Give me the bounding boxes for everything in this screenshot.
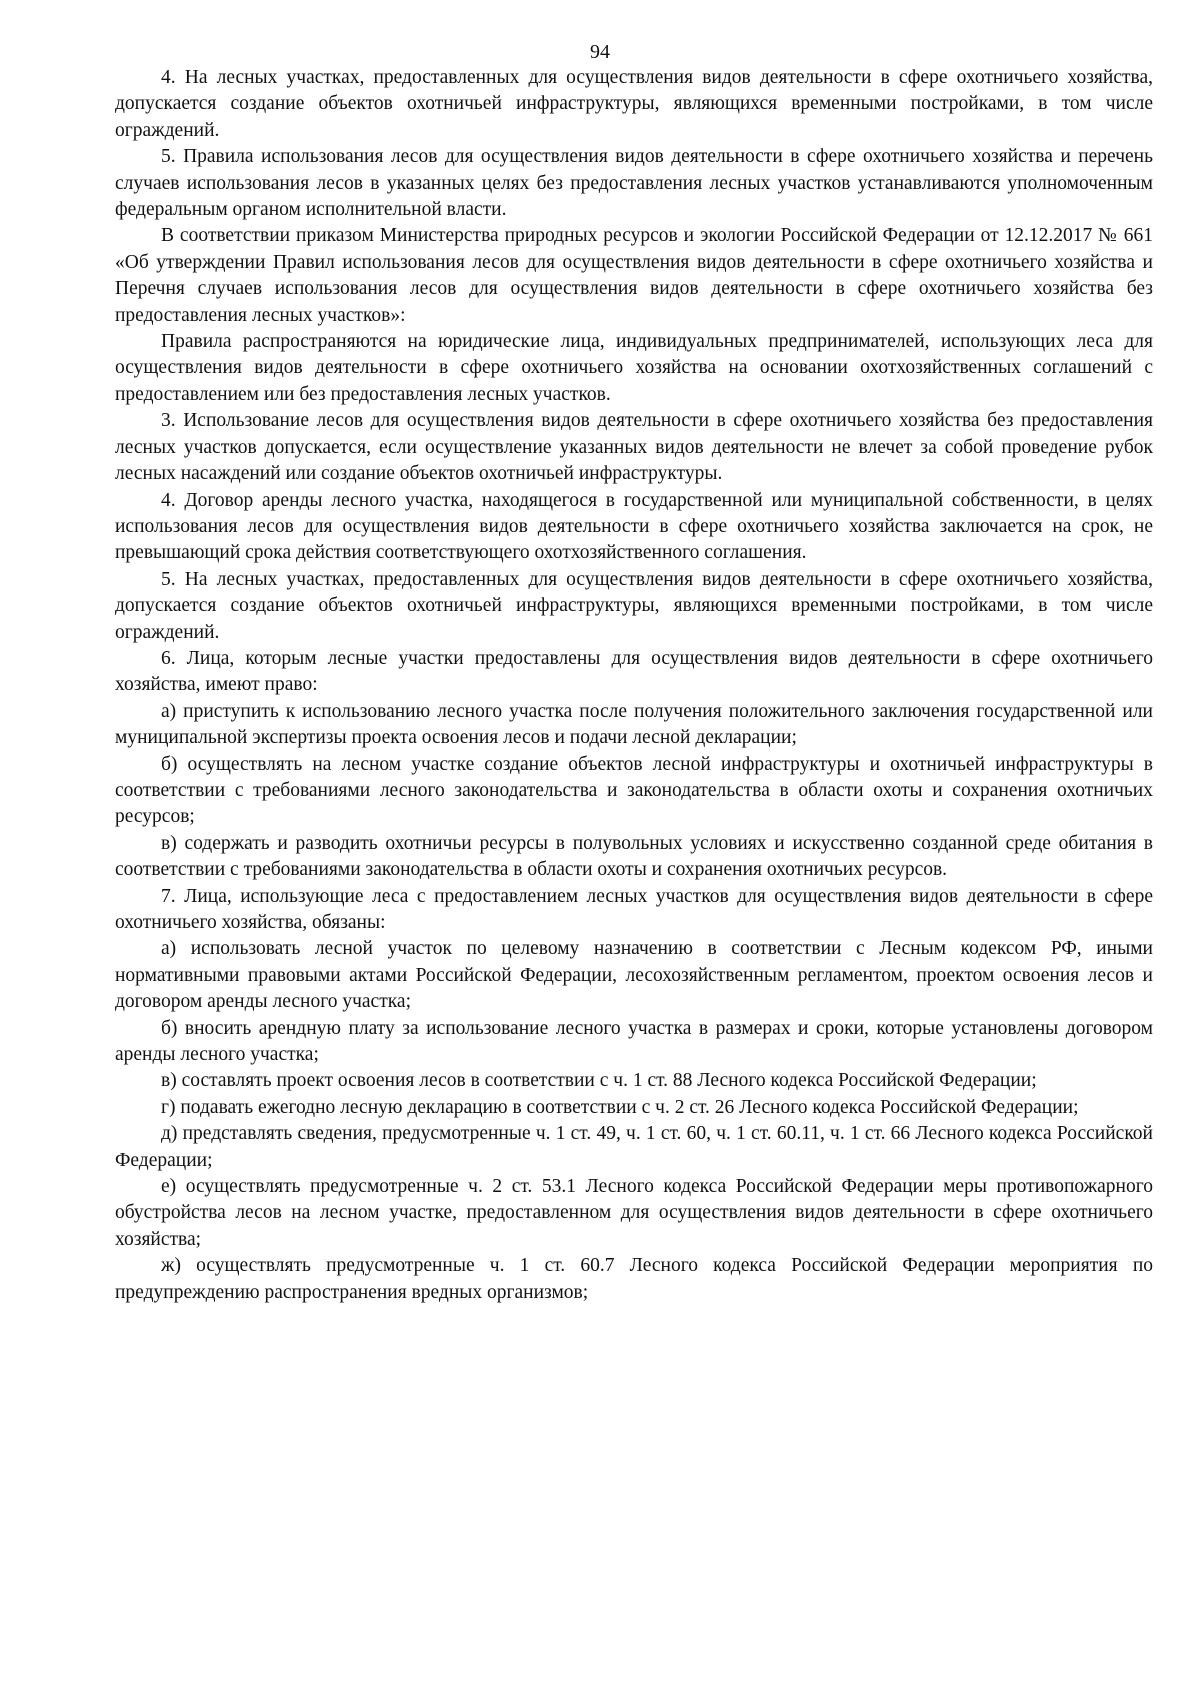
list-item: в) содержать и разводить охотничьи ресурсы в полувольных условиях и искусственно созданной среде обитания в соответствии с требованиями законодательства в области охоты и сохранения охотничьих ресурсов. xyxy=(115,832,1153,881)
page-number: 94 xyxy=(590,41,610,63)
paragraph: 4. На лесных участках, предоставленных для осуществления видов деятельности в сфере охотничьего хозяйства, допускается создание объектов охотничьей инфраструктуры, являющихся временными постройками, в том числе ограждений. xyxy=(115,67,1153,141)
document-body xyxy=(115,65,1153,1306)
list-item: а) приступить к использованию лесного участка после получения положительного заключения государственной или муниципальной экспертизы проекта освоения лесов и подачи лесной декларации; xyxy=(115,700,1153,749)
paragraph: 7. Лица, использующие леса с предоставлением лесных участков для осуществления видов деятельности в сфере охотничьего хозяйства, обязаны: xyxy=(115,885,1153,933)
list-item: а) использовать лесной участок по целевому назначению в соответствии с Лесным кодексом РФ, иными нормативными правовыми актами Российской Федерации, лесохозяйственным регламентом, проектом освоения лесов и договором аренды лесного участка; xyxy=(115,938,1153,1013)
list-item: г) подавать ежегодно лесную декларацию в соответствии с ч. 2 ст. 26 Лесного кодекса Российской Федерации; xyxy=(161,1096,1079,1118)
list-item: ж) осуществлять предусмотренные ч. 1 ст. 60.7 Лесного кодекса Российской Федерации мероприятия по предупреждению распространения вредных организмов; xyxy=(115,1255,1153,1303)
paragraph: В соответствии приказом Министерства природных ресурсов и экологии Российской Федерации от 12.12.2017 № 661 «Об утверждении Правил использования лесов для осуществления видов деятельности в сфере охотничьего хозяйства и Перечня случаев использования лесов для осуществления видов деятельности в сфере охотничьего хозяйства без предоставления лесных участков»: xyxy=(115,225,1153,326)
paragraph: 5. На лесных участках, предоставленных для осуществления видов деятельности в сфере охотничьего хозяйства, допускается создание объектов охотничьей инфраструктуры, являющихся временными постройками, в том числе ограждений. xyxy=(115,568,1153,643)
list-item: е) осуществлять предусмотренные ч. 2 ст. 53.1 Лесного кодекса Российской Федерации меры противопожарного обустройства лесов на лесном участке, предоставленном для осуществления видов деятельности в сфере охотничьего хозяйства; xyxy=(115,1176,1153,1250)
list-item: б) вносить арендную плату за использование лесного участка в размерах и сроки, которые установлены договором аренды лесного участка; xyxy=(115,1017,1153,1066)
list-item: д) представлять сведения, предусмотренные ч. 1 ст. 49, ч. 1 ст. 60, ч. 1 ст. 60.11, ч. 1 ст. 66 Лесного кодекса Российской Федерации; xyxy=(115,1123,1153,1171)
paragraph: 3. Использование лесов для осуществления видов деятельности в сфере охотничьего хозяйства без предоставления лесных участков допускается, если осуществление указанных видов деятельности не влечет за собой проведение рубок лесных насаждений или создание объектов охотничьей инфраструктуры. xyxy=(115,410,1153,485)
paragraph: 5. Правила использования лесов для осуществления видов деятельности в сфере охотничьего хозяйства и перечень случаев использования лесов в указанных целях без предоставления лесных участков устанавливаются уполномоченным федеральным органом исполнительной власти. xyxy=(115,146,1153,221)
list-item: б) осуществлять на лесном участке создание объектов лесной инфраструктуры и охотничьей инфраструктуры в соответствии с требованиями лесного законодательства и законодательства в области охоты и сохранения охотничьих ресурсов; xyxy=(115,753,1153,828)
paragraph: Правила распространяются на юридические лица, индивидуальных предпринимателей, использующих леса для осуществления видов деятельности в сфере охотничьего хозяйства на основании охотхозяйственных соглашений с предоставлением или без предоставления лесных участков. xyxy=(115,331,1153,405)
paragraph: 4. Договор аренды лесного участка, находящегося в государственной или муниципальной собственности, в целях использования лесов для осуществления видов деятельности в сфере охотничьего хозяйства заключается на срок, не превышающий срока действия соответствующего охотхозяйственного соглашения. xyxy=(115,489,1153,564)
paragraph: 6. Лица, которым лесные участки предоставлены для осуществления видов деятельности в сфере охотничьего хозяйства, имеют право: xyxy=(115,647,1153,696)
list-item: в) составлять проект освоения лесов в соответствии с ч. 1 ст. 88 Лесного кодекса Российской Федерации; xyxy=(161,1070,1037,1092)
